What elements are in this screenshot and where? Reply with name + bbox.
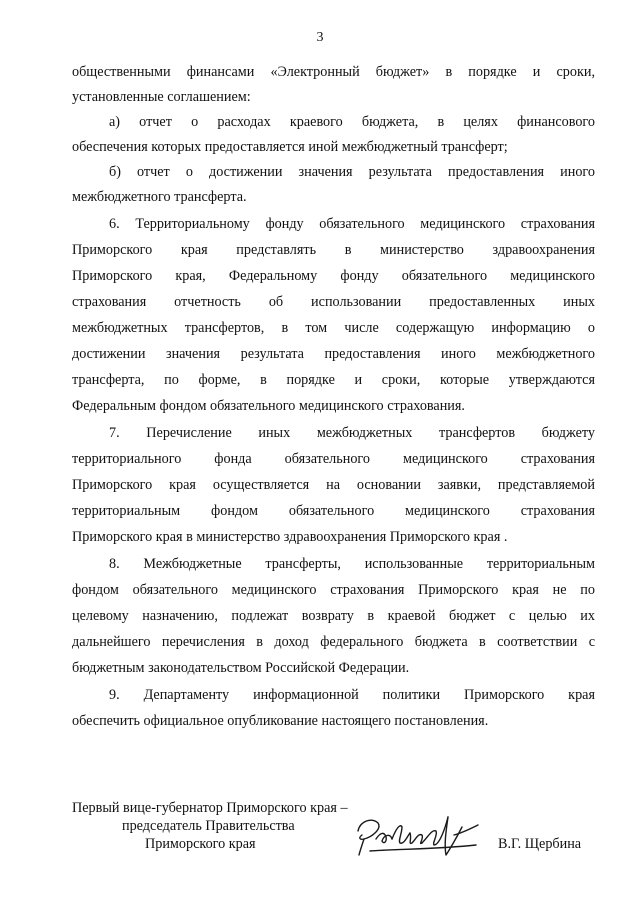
- text-line: Приморского края представлять в министерство здравоохранения: [72, 242, 595, 258]
- signatory-position: председатель Правительства: [122, 818, 295, 834]
- text-line: страхования отчетность об использовании предоставленных иных: [72, 294, 595, 310]
- text-line: Федеральным фондом обязательного медицинского страхования.: [72, 398, 465, 414]
- page-number: 3: [316, 30, 324, 45]
- text-line: дальнейшего перечисления в доход федерального бюджета в соответствии с: [72, 634, 595, 650]
- text-line: обеспечения которых предоставляется иной межбюджетный трансферт;: [72, 139, 508, 155]
- text-line: Приморского края в министерство здравоохранения Приморского края .: [72, 529, 508, 545]
- signatory-position: Приморского края: [145, 836, 256, 852]
- text-line: межбюджетных трансфертов, в том числе содержащую информацию о: [72, 320, 595, 336]
- text-line: Приморского края, Федеральному фонду обязательного медицинского: [72, 268, 595, 284]
- text-line: трансферта, по форме, в порядке и сроки, которые утверждаются: [72, 372, 595, 388]
- text-line: 8. Межбюджетные трансферты, использованные территориальным: [109, 556, 595, 572]
- text-line: бюджетным законодательством Российской Федерации.: [72, 660, 410, 676]
- text-line: б) отчет о достижении значения результата предоставления иного: [109, 164, 595, 180]
- text-line: 9. Департаменту информационной политики Приморского края: [109, 687, 595, 703]
- text-line: фондом обязательного медицинского страхования Приморского края не по: [72, 582, 595, 598]
- text-line: 7. Перечисление иных межбюджетных трансфертов бюджету: [109, 425, 595, 441]
- text-line: целевому назначению, подлежат возврату в краевой бюджет с целью их: [72, 608, 595, 624]
- text-line: установленные соглашением:: [72, 89, 251, 105]
- signatory-name: В.Г. Щербина: [498, 836, 582, 852]
- text-line: общественными финансами «Электронный бюджет» в порядке и сроки,: [72, 64, 595, 80]
- text-line: Приморского края осуществляется на основании заявки, представляемой: [72, 477, 595, 493]
- text-line: 6. Территориальному фонду обязательного медицинского страхования: [109, 216, 595, 232]
- text-line: обеспечить официальное опубликование настоящего постановления.: [72, 713, 489, 729]
- text-line: достижении значения результата предоставления иного межбюджетного: [72, 346, 595, 362]
- text-line: территориальным фондом обязательного медицинского страхования: [72, 503, 595, 519]
- text-line: территориального фонда обязательного медицинского страхования: [72, 451, 595, 467]
- signatory-position: Первый вице-губернатор Приморского края –: [72, 800, 348, 816]
- handwritten-signature: [350, 805, 485, 863]
- text-line: а) отчет о расходах краевого бюджета, в целях финансового: [109, 114, 595, 130]
- text-line: межбюджетного трансферта.: [72, 189, 247, 205]
